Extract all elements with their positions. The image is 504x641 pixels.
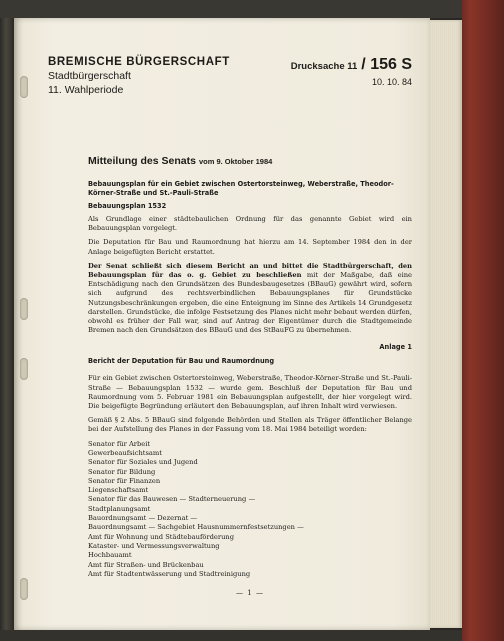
document-body <box>88 151 412 597</box>
resolution-rest: mit der Maßgabe, daß eine Entschädigung nach den Grundsätzen des Bundesbaugesetzes (BBauG) gewährt wird, sofern sich aufgrund des rechtsverbindlichen Bebauungsplanes für Grundstücke Nutzungsbeschränkungen ergeben, die eine Enteignung im Sinne des Artikels 14 Grundgesetz darstellen. Grundstücke, die infolge Festsetzung des Planes nicht mehr bebaut werden dürfen, obwohl es früher der Fall war, sind auf Antrag der Eigentümer durch die Stadtgemeinde Bremen nach den Grundsätzen des BBauG und des StBauFG zu übernehmen. <box>88 271 413 335</box>
list-item: Bauordnungsamt — Dezernat — <box>88 514 198 523</box>
page-content <box>14 18 430 630</box>
list-item: Senator für Bildung <box>88 467 156 476</box>
drucksache-number: / 156 S <box>361 56 412 73</box>
document-date: 10. 10. 84 <box>371 77 412 87</box>
list-item: Gewerbeaufsichtsamt <box>88 448 162 457</box>
list-item: Amt für Straßen- und Brückenbau <box>88 560 204 569</box>
list-item: Senator für Finanzen <box>88 476 161 485</box>
list-item: Liegenschaftsamt <box>88 486 149 495</box>
mitteilung-date: vom 9. Oktober 1984 <box>198 157 273 166</box>
cover-bottom <box>0 630 462 641</box>
mitteilung-title: Mitteilung des Senats <box>88 155 196 167</box>
report-title: Bericht der Deputation für Bau und Raumordnung <box>88 357 275 366</box>
anlage-label: Anlage 1 <box>379 343 412 352</box>
list-item: Senator für Soziales und Jugend <box>88 458 198 467</box>
book-spine <box>462 0 504 641</box>
resolution-text: Der Senat schließt sich diesem Bericht an und bittet die Stadtbürgerschaft, den Bebauungsplan für das o. g. Gebiet zu beschließen <box>88 261 412 280</box>
list-item: Hochbauamt <box>88 551 132 560</box>
org-name: BREMISCHE BÜRGERSCHAFT <box>48 56 230 68</box>
list-item: Stadtplanungsamt <box>88 504 151 513</box>
drucksache-label: Drucksache 11 <box>290 61 358 72</box>
paragraph: Die Deputation für Bau und Raumordnung hat hierzu am 14. September 1984 den in der Anlage beigefügten Bericht erstattet. <box>88 238 412 256</box>
authorities-list <box>88 440 412 579</box>
list-item: Amt für Stadtentwässerung und Stadtreinigung <box>88 569 251 578</box>
cover-top <box>0 0 462 18</box>
plan-number: Bebauungsplan 1532 <box>88 202 167 210</box>
list-item: Senator für das Bauwesen — Stadterneuerung — <box>88 495 256 504</box>
page-edges <box>430 20 462 628</box>
mitteilung-heading <box>88 151 412 169</box>
paragraph: Gemäß § 2 Abs. 5 BBauG sind folgende Behörden und Stellen als Träger öffentlicher Belange bei der Aufstellung des Planes in der Fassung vom 18. Mai 1984 beteiligt worden: <box>88 416 412 434</box>
paragraph <box>88 262 412 336</box>
page-number: — 1 — <box>236 589 264 598</box>
list-item: Amt für Wohnung und Städtebauförderung <box>88 532 234 541</box>
letterhead <box>48 56 230 96</box>
paragraph: Für ein Gebiet zwischen Ostertorsteinweg, Weberstraße, Theodor-Körner-Straße und St.-Pauli-Straße — Bebauungsplan 1532 — wurde gem. Beschluß der Deputation für Bau und Raumordnung vom 5. Februar 1981 ein Bebauungsplan aufgestellt, der hier vorgelegt wird. Die beigefügte Begründung erläutert den Bebauungsplan, auf ihren Inhalt wird verwiesen. <box>88 374 412 411</box>
list-item: Senator für Arbeit <box>88 439 151 448</box>
document-page <box>14 18 430 630</box>
document-reference <box>272 56 412 87</box>
paragraph: Als Grundlage einer städtebaulichen Ordnung für das genannte Gebiet wird ein Bebauungsplan vorgelegt. <box>88 215 412 233</box>
subject-heading: Bebauungsplan für ein Gebiet zwischen Ostertorsteinweg, Weberstraße, Theodor-Körner-Straße und St.-Pauli-Straße <box>88 180 394 197</box>
list-item: Bauordnungsamt — Sachgebiet Hausnummernfestsetzungen — <box>88 523 304 532</box>
list-item: Kataster- und Vermessungsverwaltung <box>88 541 220 550</box>
legislative-period: 11. Wahlperiode <box>48 84 124 96</box>
chamber-name: Stadtbürgerschaft <box>48 70 131 82</box>
